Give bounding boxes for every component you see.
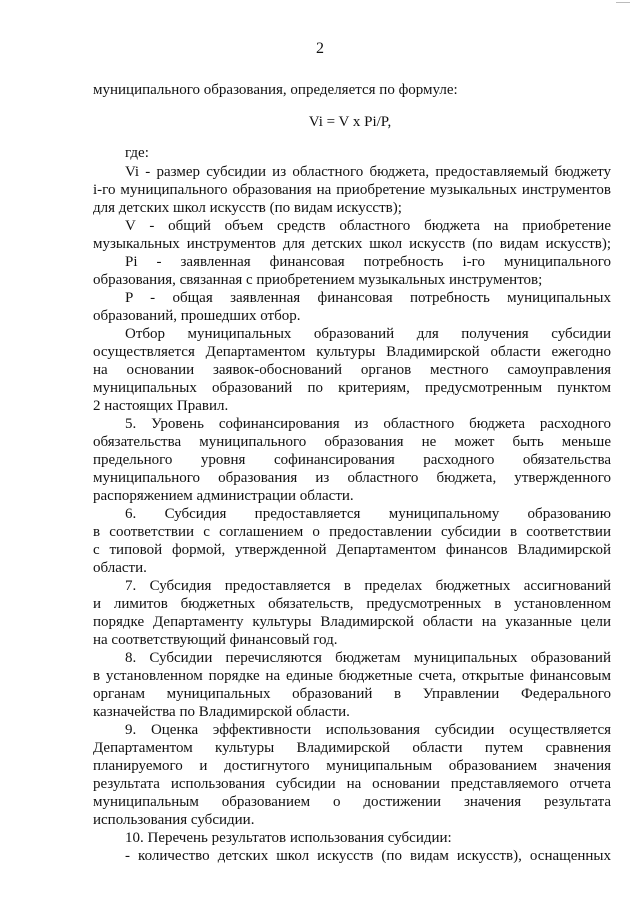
where-line: где: [125, 145, 149, 161]
text-line: музыкальных инструментов для детских школ искусств (по видам искусств); [93, 236, 611, 252]
text-line: осуществляется Департаментом культуры Владимирской области ежегодно [93, 344, 611, 360]
text-line: для детских школ искусств (по видам искусств); [93, 200, 402, 216]
formula: Vi = V x Pi/P, [308, 114, 392, 130]
text-line: области. [93, 560, 147, 576]
text-line: муниципальных образований по критериям, предусмотренным пунктом [93, 380, 611, 396]
text-line: органам муниципальных образований в Управлении Федерального [93, 686, 611, 702]
text-line: 10. Перечень результатов использования субсидии: [125, 830, 452, 846]
text-line: порядке Департаменту культуры Владимирской области на указанные цели [93, 614, 611, 630]
text-line: использования субсидии. [93, 812, 255, 828]
text-line: Департаментом культуры Владимирской области путем сравнения [93, 740, 611, 756]
text-line: Отбор муниципальных образований для получения субсидии [125, 326, 611, 342]
text-line: - количество детских школ искусств (по видам искусств), оснащенных [125, 848, 611, 864]
text-line: 7. Субсидия предоставляется в пределах бюджетных ассигнований [125, 578, 611, 594]
text-line: распоряжением администрации области. [93, 488, 354, 504]
text-line: с типовой формой, утвержденной Департаментом финансов Владимирской [93, 542, 611, 558]
text-line: муниципальным образованием о достижении значения результата [93, 794, 611, 810]
text-line: предельного уровня софинансирования расходного обязательства [93, 452, 611, 468]
text-line: планируемого и достигнутого муниципальным образованием значения [93, 758, 611, 774]
text-line: в установленном порядке на единые бюджетные счета, открытые финансовым [93, 668, 611, 684]
text-line: 5. Уровень софинансирования из областного бюджета расходного [125, 416, 611, 432]
intro-line: муниципального образования, определяется по формуле: [93, 82, 458, 98]
text-line: образования, связанная с приобретением музыкальных инструментов; [93, 272, 543, 288]
text-line: 2 настоящих Правил. [93, 398, 229, 414]
text-line: Pi - заявленная финансовая потребность i-го муниципального [125, 254, 611, 270]
text-line: 8. Субсидии перечисляются бюджетам муниципальных образований [125, 650, 611, 666]
text-line: обязательства муниципального образования не может быть меньше [93, 434, 611, 450]
text-line: на основании заявок-обоснований органов местного самоуправления [93, 362, 611, 378]
text-line: V - общий объем средств областного бюджета на приобретение [125, 218, 611, 234]
text-line: и лимитов бюджетных обязательств, предусмотренных в установленном [93, 596, 611, 612]
text-line: казначейства по Владимирской области. [93, 704, 350, 720]
text-line: муниципального образования из областного бюджета, утвержденного [93, 470, 611, 486]
text-line: результата использования субсидии на основании представляемого отчета [93, 776, 611, 792]
page-number: 2 [316, 40, 324, 57]
text-line: образований, прошедших отбор. [93, 308, 301, 324]
corner-mark [616, 2, 630, 3]
text-line: P - общая заявленная финансовая потребность муниципальных [125, 290, 611, 306]
text-line: 9. Оценка эффективности использования субсидии осуществляется [125, 722, 611, 738]
text-line: i-го муниципального образования на приобретение музыкальных инструментов [93, 182, 611, 198]
text-line: 6. Субсидия предоставляется муниципальному образованию [125, 506, 611, 522]
text-line: на соответствующий финансовый год. [93, 632, 338, 648]
text-line: в соответствии с соглашением о предоставлении субсидии в соответствии [93, 524, 611, 540]
text-line: Vi - размер субсидии из областного бюджета, предоставляемый бюджету [125, 164, 611, 180]
